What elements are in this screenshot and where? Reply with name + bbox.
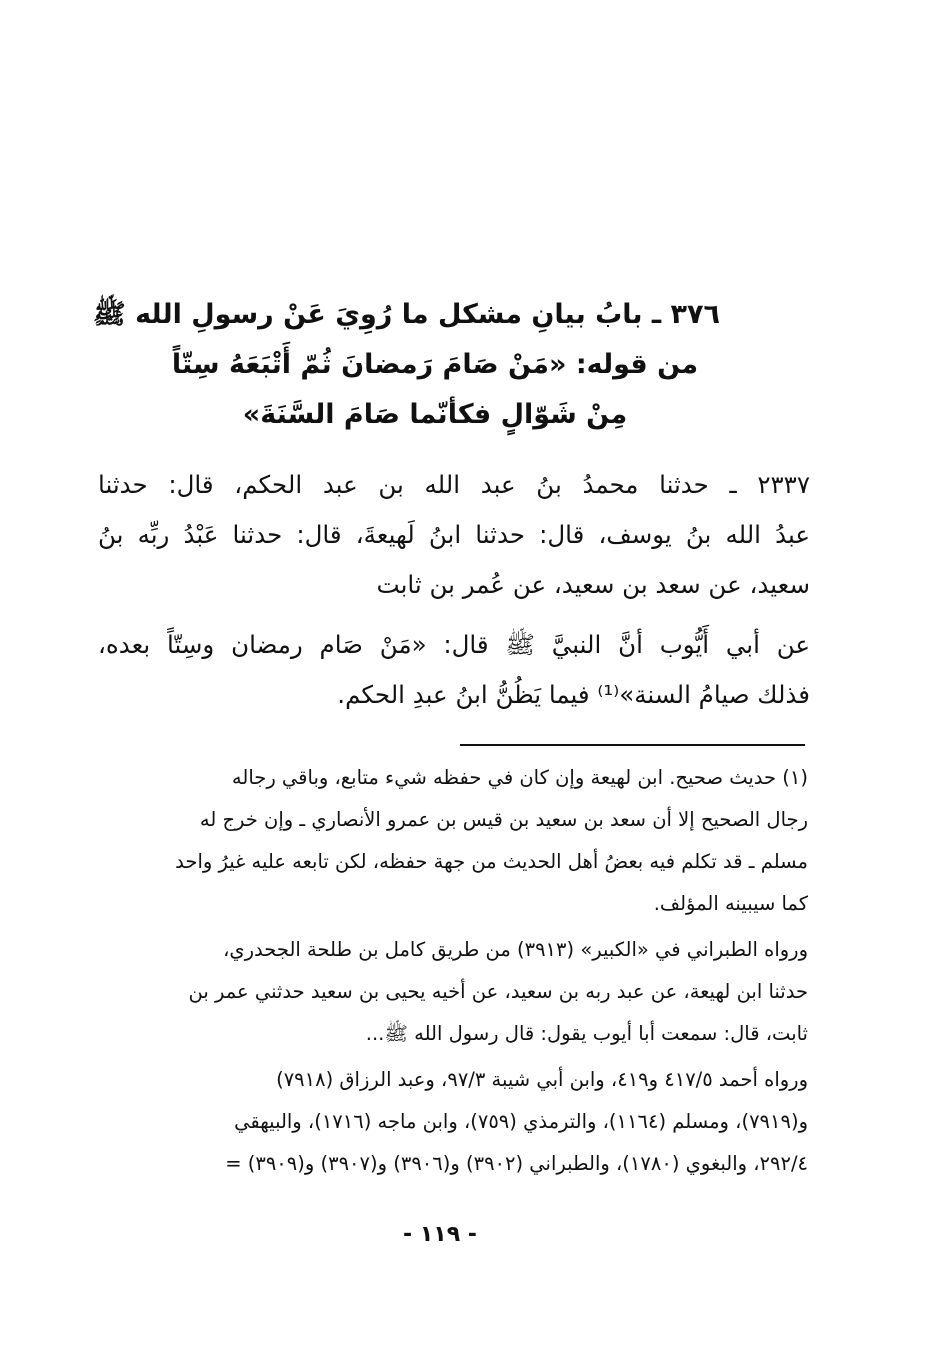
hadith-matn-line-2: فذلك صيامُ السنة»⁽¹⁾ فيما يَظُنُّ ابنُ عبدِ الحكم. (337, 680, 810, 709)
footnote-1-line-3: مسلم ـ قد تكلم فيه بعضُ أهل الحديث من جهة حفظه، لكن تابعه عليه غيرُ واحد (175, 850, 808, 873)
hadith-matn-line-1: عن أبي أَيُّوب أنَّ النبيَّ ﷺ قال: «مَنْ صَام رمضان وسِتّاً بعده، (98, 630, 810, 659)
chapter-title-line-2: من قوله: «مَنْ صَامَ رَمضانَ ثُمّ أَتْبَعَهُ سِتّاً (171, 349, 699, 380)
footnote-1-line-2: رجال الصحيح إلا أن سعد بن سعيد بن قيس بن عمرو الأنصاري ـ وإن خرج له (199, 808, 808, 831)
paragraph-gap (98, 610, 810, 620)
footnote-2-line-3: ثابت، قال: سمعت أبا أيوب يقول: قال رسول الله ﷺ... (365, 1022, 808, 1045)
footnote-3-line-2: و(٧٩١٩)، ومسلم (١١٦٤)، والترمذي (٧٥٩)، وابن ماجه (١٧١٦)، والبيهقي (234, 1110, 808, 1133)
footnote-3-line-1: ورواه أحمد ٤١٧/٥ و٤١٩، وابن أبي شيبة ٩٧/٣، وعبد الرزاق (٧٩١٨) (276, 1068, 808, 1091)
footnote-separator (460, 744, 805, 746)
hadith-chain-line-2: عبدُ الله بنُ يوسف، قال: حدثنا ابنُ لَهيعةَ، قال: حدثنا عَبْدُ ربِّه بنُ (98, 520, 810, 549)
chapter-title-line-1: ٣٧٦ ـ بابُ بيانِ مشكل ما رُوِيَ عَنْ رسولِ الله ﷺ (93, 299, 720, 330)
hadith-text (98, 460, 810, 720)
page-number: - ١١٩ - (403, 1222, 477, 1247)
chapter-title (93, 290, 720, 440)
footnote-2-line-1: ورواه الطبراني في «الكبير» (٣٩١٣) من طريق كامل بن طلحة الجحدري، (223, 938, 808, 961)
hadith-chain-line-3: سعيد، عن سعد بن سعيد، عن عُمر بن ثابت (376, 570, 810, 599)
chapter-title-line-3: مِنْ شَوّالٍ فكأنّما صَامَ السَّنَةَ» (242, 399, 628, 430)
footnote-2-line-2: حدثنا ابن لهيعة، عن عبد ربه بن سعيد، عن أخيه يحيى بن سعيد حدثني عمر بن (188, 980, 808, 1003)
footnotes (104, 757, 808, 1185)
hadith-chain-line-1: ٢٣٣٧ ـ حدثنا محمدُ بنُ عبد الله بن عبد الحكم، قال: حدثنا (98, 470, 810, 499)
footnote-1-line-4: كما سيبينه المؤلف. (653, 892, 808, 915)
footnote-3-line-3: ٢٩٢/٤، والبغوي (١٧٨٠)، والطبراني (٣٩٠٢) و(٣٩٠٦) و(٣٩٠٧) و(٣٩٠٩) = (225, 1152, 808, 1175)
footnote-1-line-1: (١) حديث صحيح. ابن لهيعة وإن كان في حفظه شيء متابع، وباقي رجاله (231, 766, 808, 789)
